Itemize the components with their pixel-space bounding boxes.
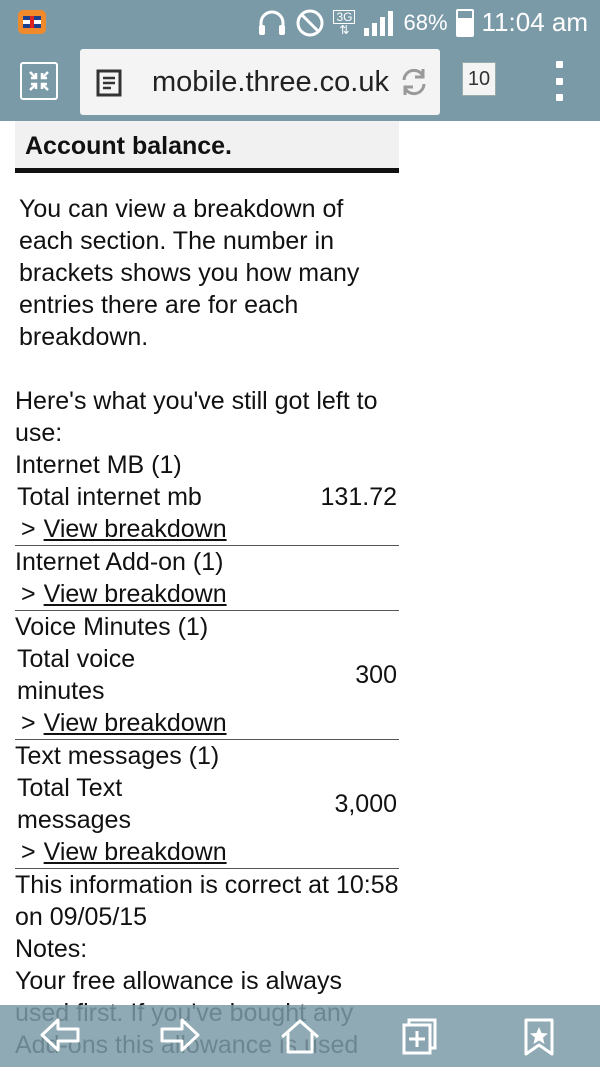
network-type-icon	[333, 10, 355, 36]
view-breakdown-row	[15, 578, 399, 611]
bookmark-icon[interactable]	[522, 1017, 556, 1062]
chevron-right-icon: >	[21, 580, 36, 608]
view-breakdown-link[interactable]: View breakdown	[43, 838, 227, 866]
network-type-label: 3G	[333, 10, 355, 24]
url-text[interactable]: mobile.three.co.uk	[152, 66, 389, 98]
reload-icon[interactable]	[398, 66, 430, 103]
page-title: Account balance.	[15, 121, 399, 173]
url-bar[interactable]	[80, 49, 440, 115]
section-title: Voice Minutes (1)	[15, 613, 209, 641]
view-breakdown-link[interactable]: View breakdown	[43, 515, 227, 543]
section-title: Internet MB (1)	[15, 451, 182, 479]
page-icon	[96, 69, 122, 102]
forward-icon[interactable]	[158, 1017, 202, 1058]
bottom-navigation	[0, 1005, 600, 1067]
allowance-row	[15, 643, 399, 707]
chevron-right-icon: >	[21, 838, 36, 866]
allowance-label: Total Text messages	[17, 774, 131, 834]
view-breakdown-link[interactable]: View breakdown	[43, 709, 227, 737]
info-line: This information is correct at 10:58 on 09/05/15	[15, 871, 399, 931]
back-icon[interactable]	[38, 1017, 82, 1058]
page-content	[15, 121, 399, 1061]
view-breakdown-row	[15, 836, 399, 869]
view-breakdown-row	[15, 513, 399, 546]
tabs-button[interactable]: 10	[462, 62, 496, 96]
allowance-row	[15, 481, 399, 513]
notes-text: Your free allowance is always	[15, 967, 343, 995]
data-arrows-icon: ⇅	[339, 22, 350, 37]
signal-icon	[363, 10, 395, 36]
section-voice-minutes	[15, 611, 399, 740]
section-internet-mb	[15, 449, 399, 546]
view-breakdown-link[interactable]: View breakdown	[43, 580, 227, 608]
notes-label: Notes:	[15, 935, 88, 963]
browser-toolbar	[0, 45, 600, 121]
intro-text: You can view a breakdown of each section. The number in brackets shows you how many entries there are for each breakdown.	[19, 195, 360, 351]
status-icons	[257, 0, 588, 45]
allowance-label: Total voice minutes	[17, 645, 136, 705]
allowance-value: 300	[355, 661, 397, 689]
allowance-row	[15, 772, 399, 836]
battery-percent: 68%	[403, 9, 448, 35]
remaining-label: Here's what you've still got left to use:	[15, 387, 378, 447]
allowance-value: 131.72	[320, 483, 397, 511]
home-icon[interactable]	[278, 1017, 322, 1060]
chevron-right-icon: >	[21, 515, 36, 543]
clock: 11:04 am	[481, 7, 588, 37]
section-text-messages	[15, 740, 399, 869]
no-disturb-icon	[295, 8, 325, 38]
allowance-value: 3,000	[334, 790, 397, 818]
view-breakdown-row	[15, 707, 399, 740]
allowance-label: Total internet mb	[17, 483, 202, 511]
minimize-icon[interactable]	[20, 62, 58, 100]
spacer	[15, 353, 399, 385]
status-bar	[0, 0, 600, 45]
battery-icon	[456, 9, 474, 37]
uk-flag-icon	[18, 10, 46, 34]
section-title: Text messages (1)	[15, 742, 220, 770]
section-title: Internet Add-on (1)	[15, 548, 224, 576]
menu-icon[interactable]	[552, 61, 566, 101]
add-page-icon[interactable]	[402, 1017, 438, 1060]
headset-icon	[257, 9, 287, 37]
chevron-right-icon: >	[21, 709, 36, 737]
section-internet-addon	[15, 546, 399, 611]
